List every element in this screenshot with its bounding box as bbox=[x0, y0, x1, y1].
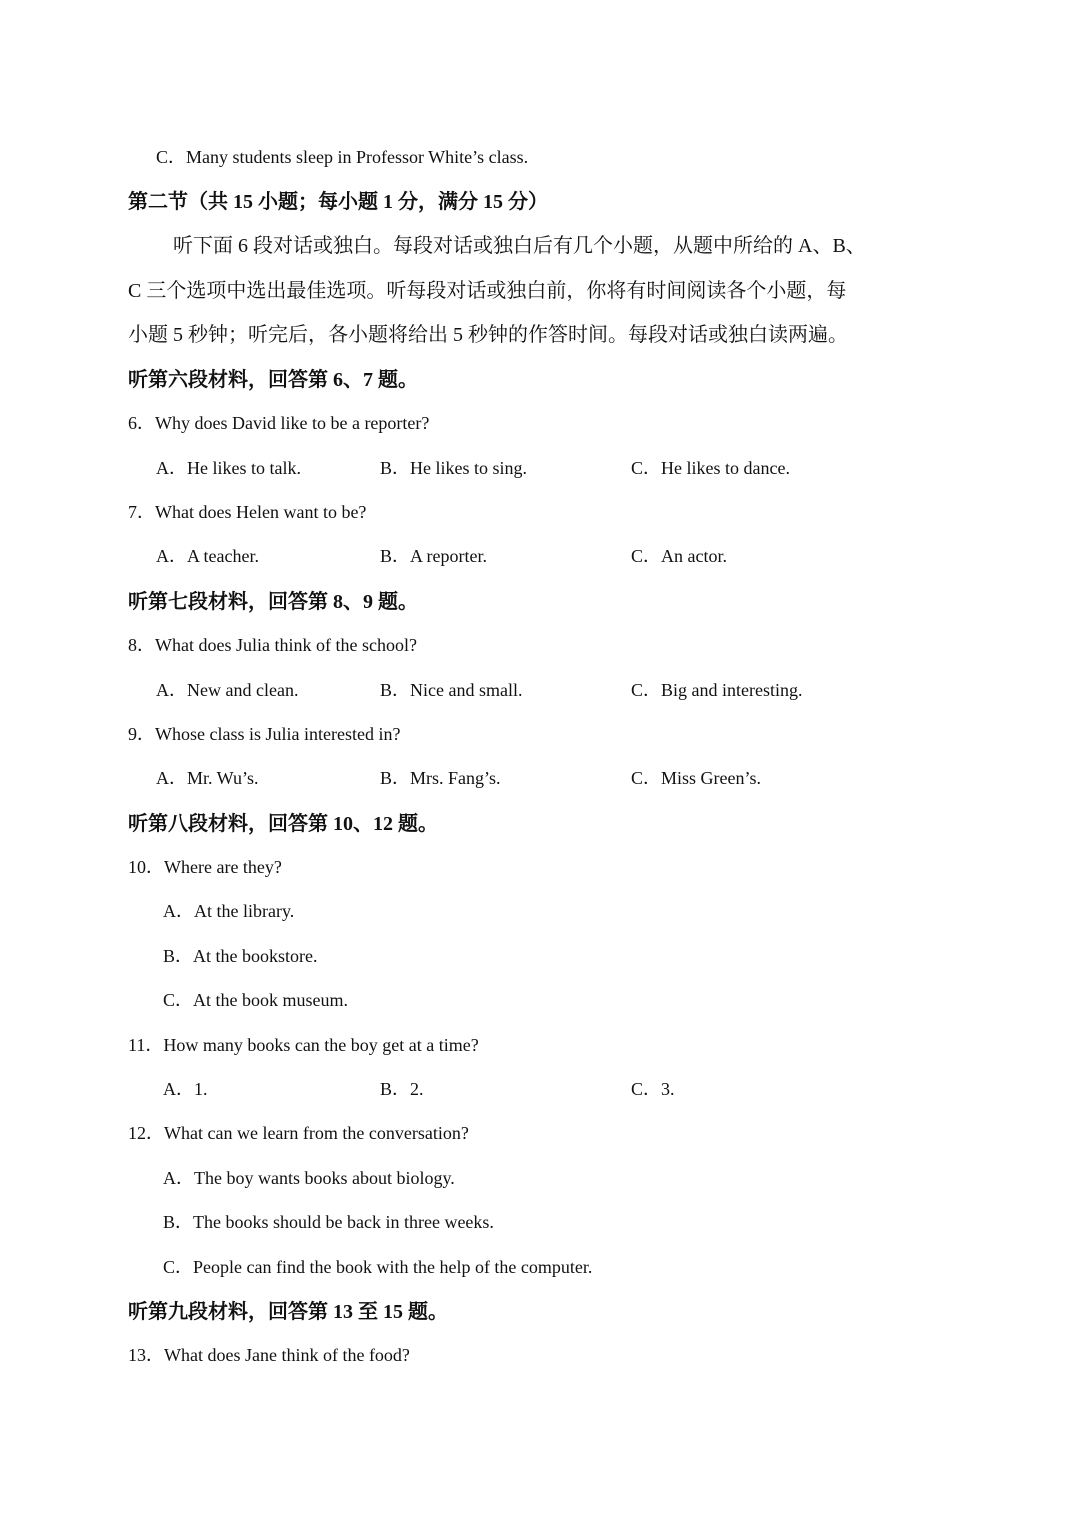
question-13: 13．What does Jane think of the food? bbox=[128, 1345, 410, 1365]
q12-option-c: C．People can find the book with the help of the computer. bbox=[163, 1257, 593, 1277]
group-heading-text: 题。 bbox=[373, 369, 418, 391]
group-heading-text: 听第七段材料，回答第 bbox=[128, 591, 333, 613]
group-heading-numbers: 8、9 bbox=[333, 591, 373, 613]
group-6-heading bbox=[128, 363, 418, 392]
q12-option-a: A．The boy wants books about biology. bbox=[163, 1168, 455, 1188]
q7-option-b: B．A reporter. bbox=[380, 546, 487, 566]
q11-option-b: B．2. bbox=[380, 1079, 424, 1099]
q12-option-b: B．The books should be back in three weeks. bbox=[163, 1212, 494, 1232]
q11-option-a: A．1. bbox=[163, 1079, 208, 1099]
question-8: 8．What does Julia think of the school? bbox=[128, 635, 417, 655]
group-9-heading bbox=[128, 1295, 448, 1324]
group-heading-text: 听第八段材料，回答第 bbox=[128, 813, 333, 835]
q10-option-a: A．At the library. bbox=[163, 901, 295, 921]
q11-option-c: C．3. bbox=[631, 1079, 675, 1099]
group-heading-number: 13 bbox=[333, 1301, 353, 1323]
q6-option-b: B．He likes to sing. bbox=[380, 458, 527, 478]
q7-option-c: C．An actor. bbox=[631, 546, 727, 566]
question-12: 12．What can we learn from the conversation? bbox=[128, 1123, 469, 1143]
group-8-heading bbox=[128, 807, 438, 836]
q10-option-b: B．At the bookstore. bbox=[163, 946, 318, 966]
question-11: 11．How many books can the boy get at a time? bbox=[128, 1035, 479, 1055]
q7-option-a: A．A teacher. bbox=[156, 546, 259, 566]
question-7: 7．What does Helen want to be? bbox=[128, 502, 367, 522]
question-6: 6．Why does David like to be a reporter? bbox=[128, 413, 430, 433]
q10-option-c: C．At the book museum. bbox=[163, 990, 348, 1010]
group-heading-text: 至 bbox=[353, 1301, 383, 1323]
heading-text: 小题；每小题 bbox=[253, 191, 383, 213]
heading-text: 第二节（共 bbox=[128, 191, 233, 213]
heading-number: 15 bbox=[233, 191, 253, 213]
section-2-heading bbox=[128, 185, 548, 214]
group-heading-numbers: 10、12 bbox=[333, 813, 393, 835]
instructions-line-1: 听下面 6 段对话或独白。每段对话或独白后有几个小题，从题中所给的 A、B、 bbox=[173, 235, 866, 257]
q8-option-b: B．Nice and small. bbox=[380, 680, 523, 700]
q8-option-a: A．New and clean. bbox=[156, 680, 299, 700]
heading-text: 分） bbox=[503, 191, 548, 213]
q9-option-a: A．Mr. Wu’s. bbox=[156, 768, 259, 788]
previous-option-c: C．Many students sleep in Professor White’s class. bbox=[156, 147, 529, 167]
question-9: 9．Whose class is Julia interested in? bbox=[128, 724, 401, 744]
q9-option-c: C．Miss Green’s. bbox=[631, 768, 761, 788]
q9-option-b: B．Mrs. Fang’s. bbox=[380, 768, 501, 788]
group-heading-text: 题。 bbox=[403, 1301, 448, 1323]
q8-option-c: C．Big and interesting. bbox=[631, 680, 803, 700]
group-heading-number: 15 bbox=[383, 1301, 403, 1323]
group-heading-text: 听第九段材料，回答第 bbox=[128, 1301, 333, 1323]
instructions-line-3: 小题 5 秒钟；听完后，各小题将给出 5 秒钟的作答时间。每段对话或独白读两遍。 bbox=[128, 324, 848, 346]
group-heading-text: 题。 bbox=[393, 813, 438, 835]
q6-option-c: C．He likes to dance. bbox=[631, 458, 790, 478]
group-heading-text: 题。 bbox=[373, 591, 418, 613]
group-heading-numbers: 6、7 bbox=[333, 369, 373, 391]
heading-text: 分，满分 bbox=[393, 191, 483, 213]
group-7-heading bbox=[128, 585, 418, 614]
heading-number: 1 bbox=[383, 191, 393, 213]
heading-number: 15 bbox=[483, 191, 503, 213]
q6-option-a: A．He likes to talk. bbox=[156, 458, 301, 478]
group-heading-text: 听第六段材料，回答第 bbox=[128, 369, 333, 391]
instructions-line-2: C 三个选项中选出最佳选项。听每段对话或独白前，你将有时间阅读各个小题，每 bbox=[128, 280, 847, 302]
question-10: 10．Where are they? bbox=[128, 857, 282, 877]
